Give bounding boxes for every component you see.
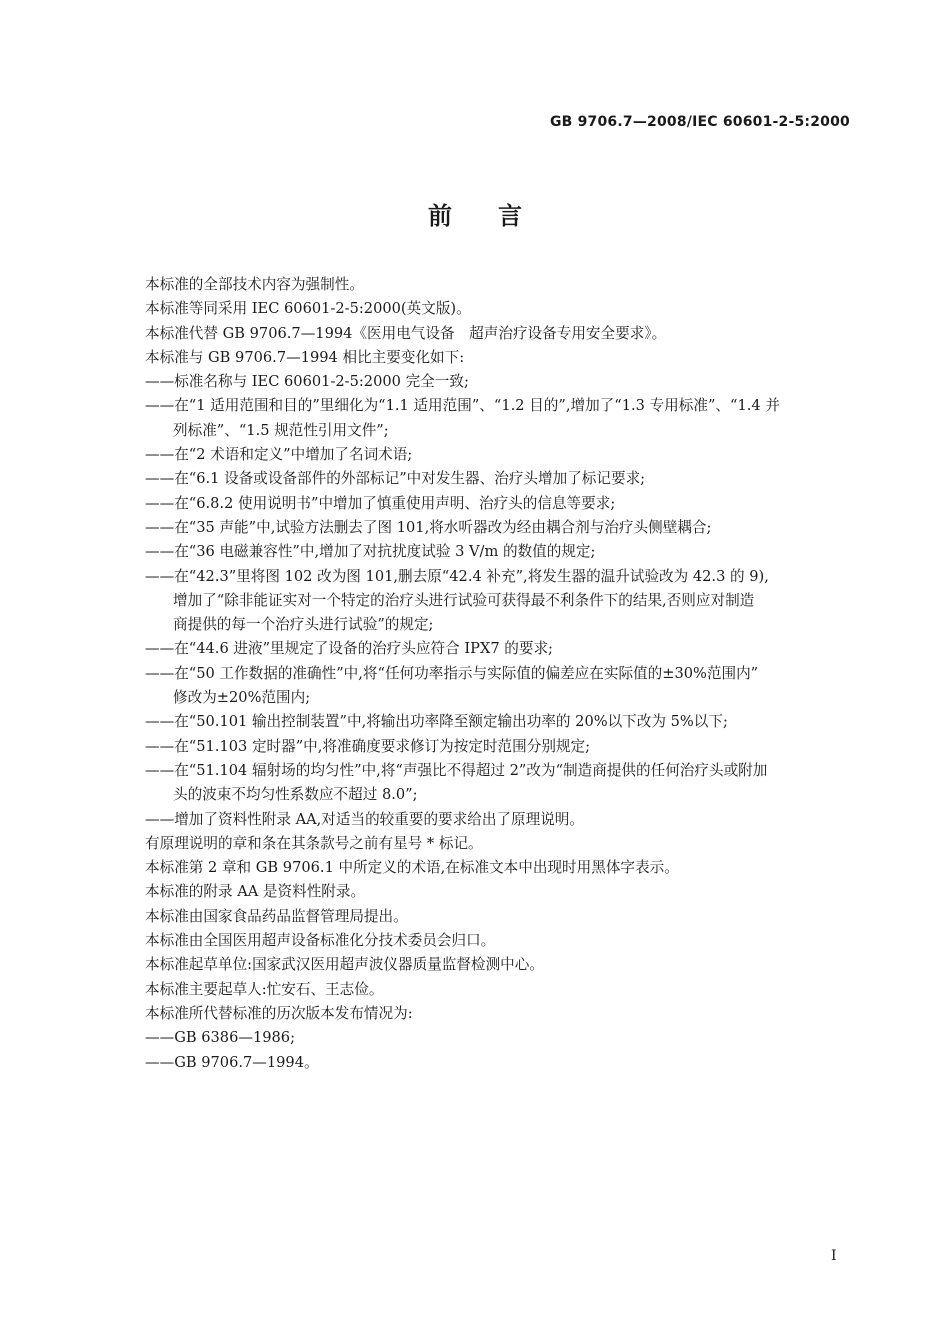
change-item-continuation: 商提供的每一个治疗头进行试验”的规定; xyxy=(173,616,434,634)
body-line: 本标准等同采用 IEC 60601-2-5:2000(英文版)。 xyxy=(145,300,471,318)
history-item: ——GB 9706.7—1994。 xyxy=(145,1053,319,1071)
body-line: 有原理说明的章和条在其条款号之前有星号 * 标记。 xyxy=(145,834,483,852)
change-item-continuation: 修改为±20%范围内; xyxy=(173,689,311,707)
change-item: ——在“44.6 进液”里规定了设备的治疗头应符合 IPX7 的要求; xyxy=(145,640,553,658)
body-line: 本标准所代替标准的历次版本发布情况为: xyxy=(145,1004,413,1022)
change-item: ——在“36 电磁兼容性”中,增加了对抗扰度试验 3 V/m 的数值的规定; xyxy=(145,543,596,561)
change-item: ——在“51.104 辐射场的均匀性”中,将“声强比不得超过 2”改为“制造商提供的任何治疗头或附加 xyxy=(145,761,768,779)
body-line: 本标准主要起草人:忙安石、王志俭。 xyxy=(145,980,384,998)
standard-number-header: GB 9706.7—2008/IEC 60601-2-5:2000 xyxy=(549,114,850,130)
document-body xyxy=(145,273,855,1075)
change-item: ——在“2 术语和定义”中增加了名词术语; xyxy=(145,446,413,464)
change-item: ——在“6.8.2 使用说明书”中增加了慎重使用声明、治疗头的信息等要求; xyxy=(145,494,616,512)
body-line: 本标准的全部技术内容为强制性。 xyxy=(145,276,364,293)
change-item: ——在“1 适用范围和目的”里细化为“1.1 适用范围”、“1.2 目的”,增加了“1.3 专用标准”、“1.4 并 xyxy=(145,397,780,415)
page-number: I xyxy=(831,1248,837,1264)
change-item: ——在“51.103 定时器”中,将准确度要求修订为按定时范围分别规定; xyxy=(145,737,591,755)
change-item-continuation: 头的波束不均匀性系数应不超过 8.0”; xyxy=(173,786,418,804)
change-item: ——增加了资料性附录 AA,对适当的较重要的要求给出了原理说明。 xyxy=(145,810,584,828)
body-line: 本标准代替 GB 9706.7—1994《医用电气设备 超声治疗设备专用安全要求》。 xyxy=(145,324,667,342)
page-title: 前言 xyxy=(428,202,568,230)
body-line: 本标准由全国医用超声设备标准化分技术委员会归口。 xyxy=(145,932,496,950)
change-item: ——在“50 工作数据的准确性”中,将“任何功率指示与实际值的偏差应在实际值的±30%范围内” xyxy=(145,664,759,682)
change-item: ——在“50.101 输出控制装置”中,将输出功率降至额定输出功率的 20%以下改为 5%以下; xyxy=(145,713,728,731)
body-line: 本标准起草单位:国家武汉医用超声波仪器质量监督检测中心。 xyxy=(145,956,544,974)
change-item-continuation: 列标准”、“1.5 规范性引用文件”; xyxy=(173,421,389,439)
change-item: ——在“35 声能”中,试验方法删去了图 101,将水听器改为经由耦合剂与治疗头侧壁耦合; xyxy=(145,518,712,536)
change-item-continuation: 增加了“除非能证实对一个特定的治疗头进行试验可获得最不利条件下的结果,否则应对制造 xyxy=(173,591,755,609)
history-item: ——GB 6386—1986; xyxy=(145,1029,295,1047)
body-line: 本标准与 GB 9706.7—1994 相比主要变化如下: xyxy=(145,348,465,366)
change-item: ——在“42.3”里将图 102 改为图 101,删去原“42.4 补充”,将发生器的温升试验改为 42.3 的 9), xyxy=(145,567,769,585)
body-line: 本标准由国家食品药品监督管理局提出。 xyxy=(145,907,408,925)
change-item: ——标准名称与 IEC 60601-2-5:2000 完全一致; xyxy=(145,373,469,391)
body-line: 本标准的附录 AA 是资料性附录。 xyxy=(145,883,366,901)
body-line: 本标准第 2 章和 GB 9706.1 中所定义的术语,在标准文本中出现时用黑体字表示。 xyxy=(145,859,679,877)
change-item: ——在“6.1 设备或设备部件的外部标记”中对发生器、治疗头增加了标记要求; xyxy=(145,470,646,488)
